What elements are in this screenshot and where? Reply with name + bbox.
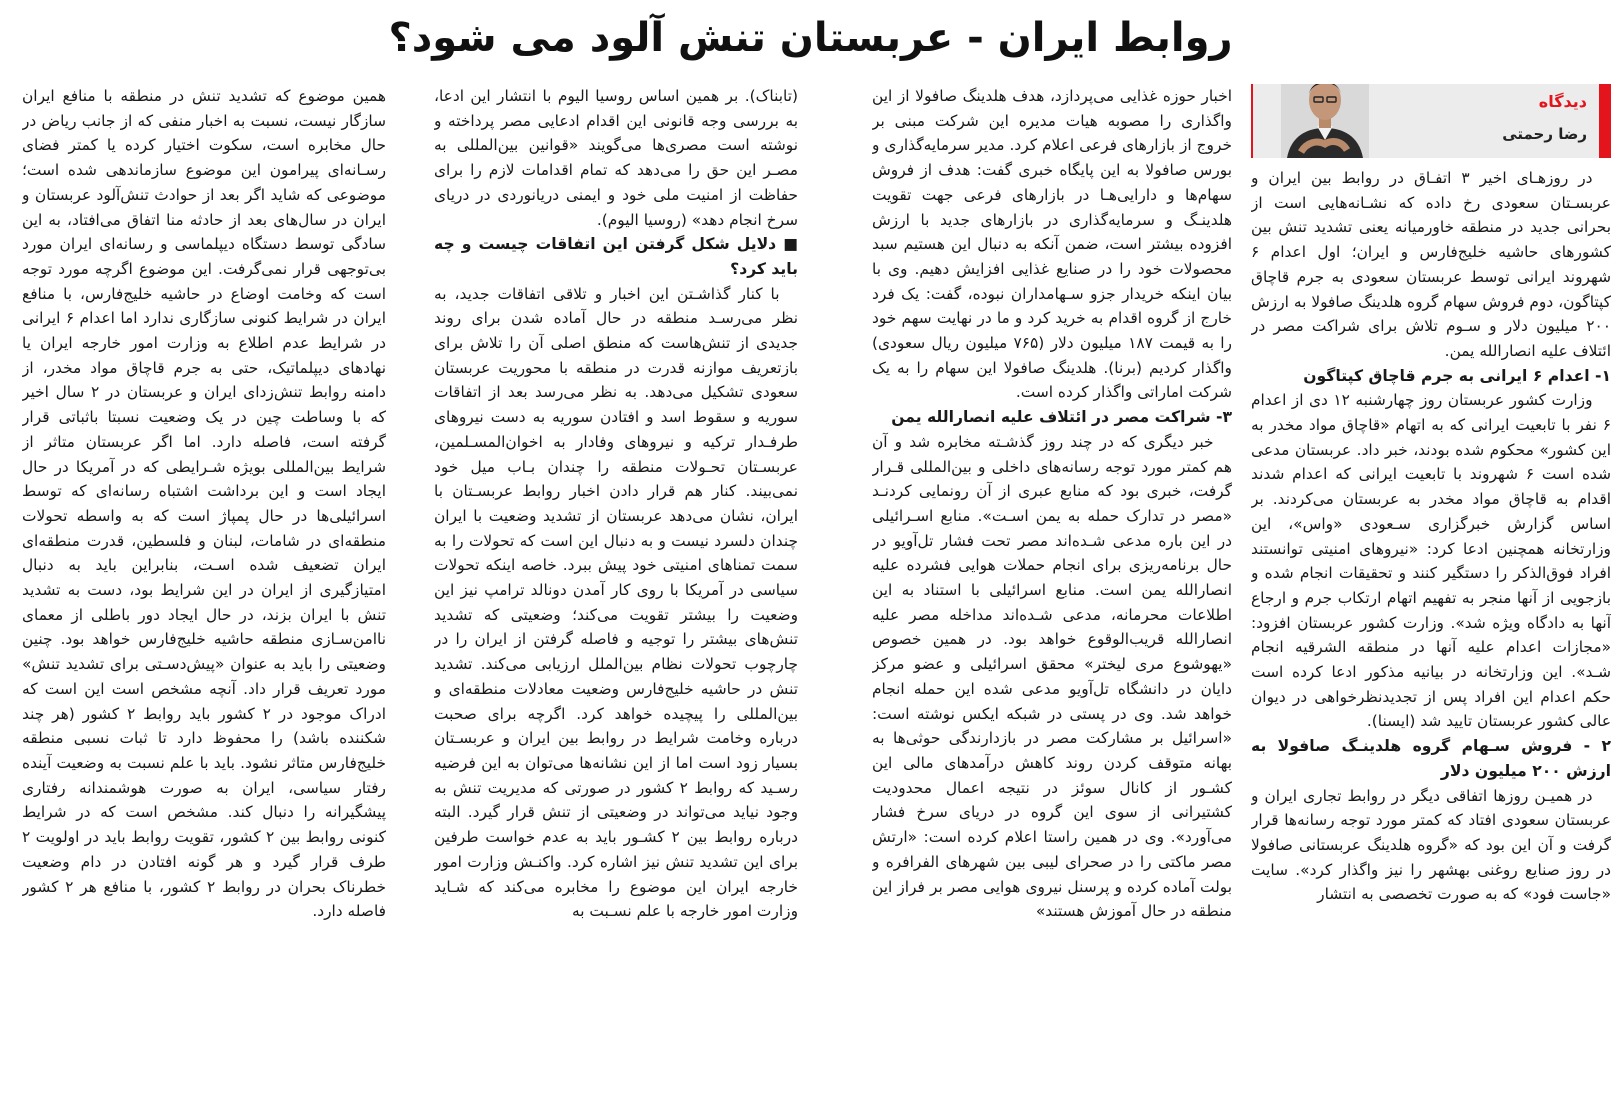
paragraph: وزارت کشور عربستان روز چهارشنبه ۱۲ دی از اعدام ۶ نفر با تابعیت ایرانی که به اتهام «قاچاق مواد مخدر به این کشور» محکوم شده بودند، خبر داد. عربستان مدعی شده است ۶ شهروند با تابعیت ایرانی که اعدام شدند اقدام به قاچاق مواد مخدر به عربستان می‌کردند. بر اساس گزارش خبرگزاری سـعودی «واس»، این وزارتخانه همچنین ادعا کرد: «نیروهای امنیتی توانستند افراد فوق‌الذکر را دستگیر کنند و تحقیقات انجام شده و بازجویی از آنها منجر به تفهیم اتهام ارتکاب جرم و ارجاع آنها به دادگاه ویژه شد». وزارت کشور عربستان افزود: «مجازات اعدام علیه آنها در منطقه الشرقیه انجام شـد». این وزارتخانه در بیانیه مذکور ادعا کرده است حکم اعدام این افراد پس از تجدیدنظرخواهی در دیوان عالی کشور عربستان تایید شد (ایسنا).: [1251, 391, 1611, 731]
paragraph: اخبار حوزه غذایی می‌پردازد، هدف هلدینگ صافولا از این واگذاری را مصوبه هیات مدیره این شرکت مبنی بر خروج از بازارهای فرعی اعلام کرد. مدیر سرمایه‌گذاری و بورس صافولا به این پایگاه خبری گفت: هدف از فروش سهام‌ها و دارایی‌هـا در بازارهای فرعی جهت تقویت هلدینـگ و سرمایه‌گذاری در بازارهای جدید با ارزش افزوده بیشتر است، ضمن آنکه به دنبال این هستیم سبد محصولات خود را در صنایع غذایی افزایش دهیم. وی با بیان اینکه خریدار جزو سـهامداران نبوده، گفت: یک فرد خارج از گروه اقدام به خرید کرد و ما در نهایت سهم خود را به قیمت ۱۸۷ میلیون دلار (۷۶۵ میلیون ریال سعودی) واگذار کردیم (برنا). هلدینگ صافولا این سهام را به یک شرکت اماراتی واگذار کرده است.: [872, 87, 1232, 402]
subheading: ۲ - فروش سـهام گروه هلدینـگ صافولا به ارزش ۲۰۰ میلیون دلار: [1251, 737, 1611, 780]
section-kicker: دیدگاه: [1538, 92, 1587, 111]
paragraph: خبر دیگری که در چند روز گذشـته مخابره شد و آن هم کمتر مورد توجه رسانه‌های داخلی و بین‌المللی قـرار گرفت، خبری بود که منابع عبری از آن رونمایی کردنـد «مصر در تدارک حمله به یمن اسـت». منابع اسـرائیلی در این باره مدعی شـده‌اند مصر تحت فشار تل‌آویو در حال برنامه‌ریزی برای انجام حملات هوایی فشرده علیه انصارالله یمن است. منابع اسرائیلی با استناد به این اطلاعات محرمانه، مدعی شـده‌اند مداخله مصر علیه انصارالله قریب‌الوقوع خواهد بود. در همین خصوص «یهوشوع مری لیختر» محقق اسرائیلی و عضو مرکز دایان در دانشگاه تل‌آویو مدعی شده این حمله انجام خواهد شد. وی در پستی در شبکه ایکس نوشته است: «اسرائیل بر مشارکت مصر در بازدارندگی حوثی‌ها به بهانه متوقف کردن روند کاهش درآمدهای مالی این کشـور از کانال سوئز در نتیجه اعمال محدودیت کشتیرانی از سوی این گروه در دریای سرخ فشار می‌آورد». وی در همین راستا اعلام کرده است: «ارتش مصر ماکتی را در صحرای لیبی بین شهرهای الفرافره و بولت آماده کرده و پرسنل نیروی هوایی مصر بر فراز این منطقه در حال آموزش هستند»: [872, 432, 1232, 921]
subheading: ۱- اعدام ۶ ایرانی به جرم قاچاق کپتاگون: [1303, 366, 1611, 385]
column-4: [22, 84, 386, 1094]
author-portrait-icon: [1281, 84, 1369, 158]
subheading: ۳- شراکت مصر در ائتلاف علیه انصارالله یمن: [891, 408, 1232, 427]
paragraph: (تابناک). بر همین اساس روسیا الیوم با انتشار این ادعا، به بررسی وجه قانونی این اقدام ادعایی مصر پرداخته و نوشته است مصری‌ها می‌گویند «قوانین بین‌المللی به مصـر این حق را می‌دهد که تمام اقدامات لازم را برای حفاظت از امنیت ملی خود و ایمنی دریانوردی در دریای سرخ انجام دهد» (روسیا الیوم).: [434, 87, 798, 229]
paragraph: با کنار گذاشـتن این اخبار و تلاقی اتفاقات جدید، به نظر می‌رسـد منطقه در حال آماده شدن برای روند جدیدی از تنش‌هاست که منطق اصلی آن را تلاش برای بازتعریف موازنه قدرت در منطقه با محوریت عربستان سعودی تشکیل می‌دهد. به نظر می‌رسد بعد از اتفاقات سوریه و سقوط اسد و افتادن سوریه به دست نیروهای طرفـدار ترکیه و نیروهای وفادار به اخوان‌المسـلمین، عربسـتان تحـولات منطقه را چندان بـاب میل خود نمی‌بیند. کنار هم قرار دادن اخبار روابط عربسـتان با ایران، نشان می‌دهد عربستان از تشدید وضعیت با ایران چندان دلسرد نیست و به دنبال این است که تحولات را به سمت تمناهای امنیتی خود پیش ببرد. خاصه اینکه تحولات سیاسی در آمریکا با روی کار آمدن دونالد ترامپ نیز این وضعیت را بیشتر تقویت می‌کند؛ وضعیتی که تشدید تنش‌های بیشتر را توجیه و فاصله گرفتن از ایران را در چارچوب تحولات نظام بین‌الملل ارزیابی می‌کند. تشدید تنش در حاشیه خلیج‌فارس وضعیت معادلات منطقه‌ای و بین‌المللی را پیچیده خواهد کرد. اگرچه برای صحبت درباره وخامت شرایط در روابط بین ایران و عربسـتان بسیار زود است اما از این نشانه‌ها می‌توان به این فرضیه رسـید که روابط ۲ کشور در صورتی که مدیریت تنش به وجود نیاید می‌تواند در وضعیتی از تنش قرار گیرد. البته درباره روابط بین ۲ کشـور باید به عدم خواست طرفین برای این تشدید تنش نیز اشاره کرد. واکنـش وزارت امور خارجه ایران این موضوع را مخابره می‌کند که شـاید وزارت امور خارجه با علم نسـبت به: [434, 284, 798, 921]
headline: روابط ایران - عربستان تنش آلود می شود؟: [388, 15, 1233, 61]
column-3: [434, 84, 798, 1094]
paragraph: در همیـن روزها اتفاقی دیگر در روابط تجاری ایران و عربستان سعودی افتاد که کمتر مورد توجه رسانه‌ها قرار گرفت و آن این بود که «گروه هلدینگ عربستانی صافولا در روز صنایع روغنی بهشهر را نیز واگذار کرد». سایت «جاست فود» که به صورت تخصصی به انتشار: [1251, 786, 1611, 904]
paragraph: همین موضوع که تشدید تنش در منطقه با منافع ایران سازگار نیست، نسبت به اخبار منفی که از جانب ریاض در حال مخابره است، سکوت اختیار کرده یا کمتر فضای رسـانه‌ای پیرامون این موضوع سازماندهی شده است؛ موضوعی که شاید اگر بعد از حوادث تنش‌آلود عربستان و ایران در سال‌های بعد از حادثه منا اتفاق می‌افتاد، به این سادگی توسط دستگاه دیپلماسی و رسانه‌ای ایران مورد بی‌توجهی قرار نمی‌گرفت. این موضوع اگرچه مورد توجه است که وخامت اوضاع در حاشیه خلیج‌فارس، با منافع ایران در شرایط کنونی سازگاری ندارد اما اعدام ۶ ایرانی در شرایط عدم اطلاع به وزارت امور خارجه ایران یا نهادهای دیپلماتیک، حتی به جرم قاچاق مواد مخدر، از دامنه روابط تنش‌زدای ایران و عربستان در ۲ سال اخیر که با وساطت چین در یک وضعیت نسبتا باثباتی قرار گرفته است، فاصله دارد. اما اگر عربستان متاثر از شرایط بین‌المللی بویژه شـرایطی که در آمریکا در حال ایجاد است و این برداشت اشتباه رسانه‌ای که توسط اسرائیلی‌ها در حال پمپاژ است که به واسطه تحولات منطقه‌ای در شامات، لبنان و فلسطین، قدرت منطقه‌ای ایران تضعیف شده اسـت، بنابراین باید به دنبال امتیازگیری از ایران در این شرایط بود، دست به تشدید تنش با ایران بزند، در حال ایجاد دور باطلی از معمای ناامن‌سـازی منطقه حاشیه خلیج‌فارس خواهد بود. چنین وضعیتی را باید به عنوان «پیش‌دسـتی برای تشدید تنش» مورد تعریف قرار داد. آنچه مشخص است این است که ادراک موجود در ۲ کشور باید روابط ۲ کشور (هر چند شکننده باشد) را محفوظ دارد تا ثبات نسبی منطقه خلیج‌فارس متاثر نشود. باید با علم نسبت به وضعیت آینده رفتار سیاسی، ایران به صورت هوشمندانه رفتاری پیشگیرانه را دنبال کند. مشخص است که در شرایط کنونی روابط بین ۲ کشور، تقویت روابط باید در اولویت ۲ طرف قرار گیرد و هر گونه افتادن در دام وضعیت خطرناک بحران در روابط ۲ کشور، با منافع هر ۲ کشور فاصله دارد.: [22, 87, 386, 921]
column-2: [872, 84, 1232, 1094]
subheading: ■ دلایل شکل گرفتن این اتفاقات چیست و چه باید کرد؟: [434, 235, 798, 278]
red-accent-bar-right: [1599, 84, 1611, 158]
column-1: [1251, 84, 1611, 1094]
author-name: رضا رحمتی: [1502, 125, 1587, 143]
red-accent-bar-left: [1251, 84, 1253, 158]
paragraph: در روزهـای اخیر ۳ اتفـاق در روابط بین ایران و عربسـتان سعودی رخ داده که نشـانه‌هایی است از بحرانی جدید در منطقه خاورمیانه یعنی تشدید تنش بین کشورهای حاشیه خلیج‌فارس و ایران؛ اول اعدام ۶ شهروند ایرانی توسط عربستان سعودی به جرم قاچاق کپتاگون، دوم فروش سهام گروه هلدینگ صافولا به ارزش ۲۰۰ میلیون دلار و سـوم تلاش برای شراکت مصر در ائتلاف علیه انصارالله یمن.: [1251, 169, 1611, 360]
opinion-byline-box: [1251, 84, 1611, 158]
